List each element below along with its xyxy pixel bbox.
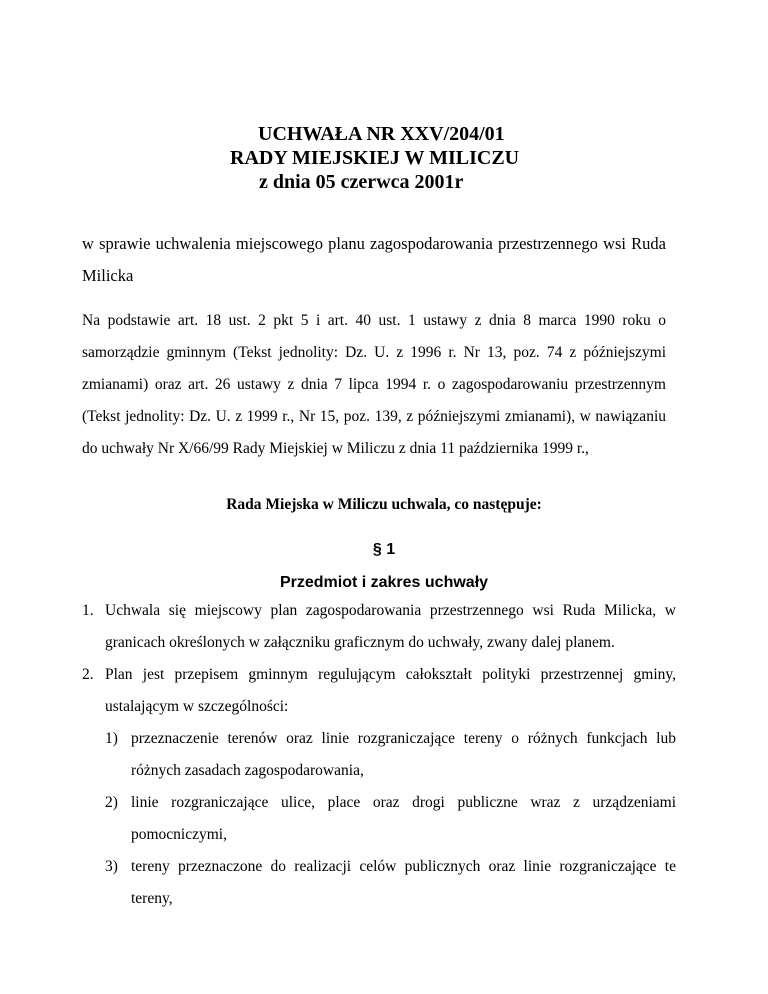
section-title: Przedmiot i zakres uchwały xyxy=(279,574,489,591)
sub-list-item xyxy=(105,787,676,851)
sub-list-item xyxy=(105,723,676,787)
list-item-number: 1. xyxy=(82,602,94,619)
list-item-text: Plan jest przepisem gminnym regulującym całokształt polityki przestrzennej gminy, ustalającym w szczególności: xyxy=(105,666,676,715)
title-line-date: z dnia 05 czerwca 2001r xyxy=(259,171,464,193)
numbered-list xyxy=(82,595,676,915)
legal-basis-paragraph: Na podstawie art. 18 ust. 2 pkt 5 i art. 40 ust. 1 ustawy z dnia 8 marca 1990 roku o samorządzie gminnym (Tekst jednolity: Dz. U. z 1996 r. Nr 13, poz. 74 z późniejszymi zmianami) oraz art. 26 ustawy z dnia 7 lipca 1994 r. o zagospodarowaniu przestrzennym (Tekst jednolity: Dz. U. z 1999 r., Nr 15, poz. 139, z późniejszymi zmianami), w nawiązaniu do uchwały Nr X/66/99 Rady Miejskiej w Miliczu z dnia 11 października 1999 r., xyxy=(82,312,666,457)
sub-list-item xyxy=(105,851,676,915)
resolves-statement: Rada Miejska w Miliczu uchwala, co następuje: xyxy=(226,496,542,513)
title-line-number: UCHWAŁA NR XXV/204/01 xyxy=(258,123,505,145)
list-item-number: 2. xyxy=(82,666,94,683)
list-item-text: Uchwala się miejscowy plan zagospodarowania przestrzennego wsi Ruda Milicka, w granicach określonych w załączniku graficznym do uchwały, zwany dalej planem. xyxy=(105,602,676,651)
sub-list-item-number: 3) xyxy=(105,858,118,875)
list-item xyxy=(82,595,676,659)
section-mark: § 1 xyxy=(372,541,396,558)
sub-list-item-number: 2) xyxy=(105,794,118,811)
sub-list-item-text: przeznaczenie terenów oraz linie rozgraniczające tereny o różnych funkcjach lub różnych zasadach zagospodarowania, xyxy=(131,730,676,779)
list-item xyxy=(82,659,676,915)
resolution-subject: w sprawie uchwalenia miejscowego planu zagospodarowania przestrzennego wsi Ruda Milicka xyxy=(82,234,666,285)
sub-list-item-text: linie rozgraniczające ulice, place oraz drogi publiczne wraz z urządzeniami pomocniczymi, xyxy=(131,794,676,843)
title-line-council: RADY MIEJSKIEJ W MILICZU xyxy=(230,147,520,169)
sub-list-item-number: 1) xyxy=(105,730,118,747)
sub-list xyxy=(105,723,676,915)
sub-list-item-text: tereny przeznaczone do realizacji celów publicznych oraz linie rozgraniczające te tereny, xyxy=(131,858,676,907)
